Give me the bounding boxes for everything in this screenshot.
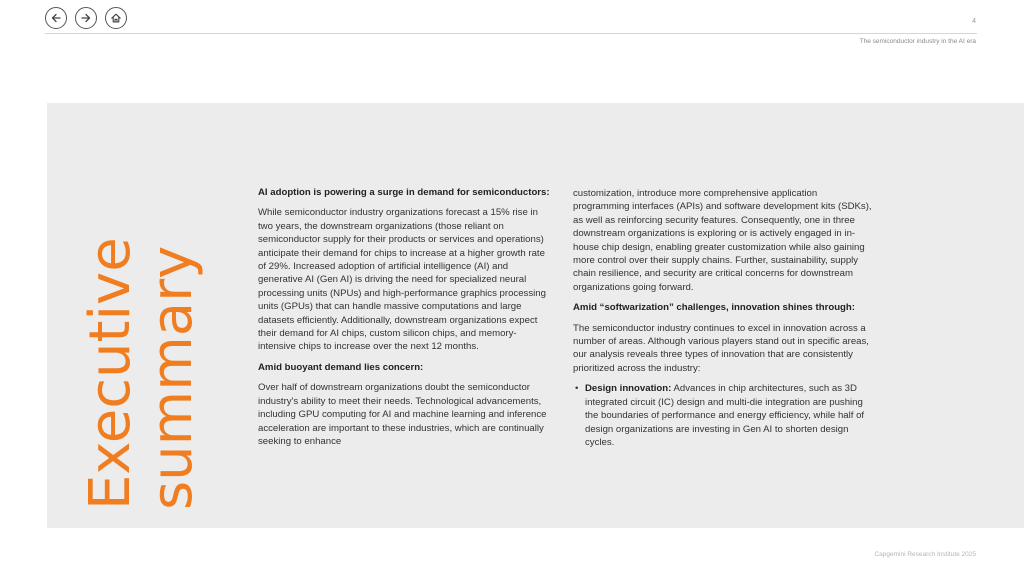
title-line-1: Executive [78,237,143,510]
page-title [80,220,204,510]
list-item [573,382,875,449]
left-column [258,186,550,455]
paragraph: customization, introduce more comprehensive application programming interfaces (APIs) and software development kits (SDKs), as well as reinforcing security features. Consequently, one in three downstream organizations is exploring or is actively engaged in in-house chip design, enabling greater customization while also gaining more control over their supply chains. Further, sustainability, supply chain resilience, and security are critical concerns for downstream organizations going forward. [573,188,872,293]
home-icon [110,12,122,24]
footer-credit: Capgemini Research Institute 2025 [874,551,976,558]
bullet-lead: Design innovation: [585,383,672,395]
innovation-list [573,382,875,449]
forward-button[interactable] [75,7,97,29]
running-title: The semiconductor industry in the AI era [859,38,976,45]
section-heading: AI adoption is powering a surge in demand for semiconductors: [258,187,550,198]
title-line-2: summary [140,245,205,510]
paragraph: While semiconductor industry organizations forecast a 15% rise in two years, the downstream organizations (those reliant on semiconductor supply for their products or services and operations) anticipate their demand for chips to increase at a higher growth rate of 29%. Increased adoption of artificial intelligence (AI) and generative AI (Gen AI) is driving the need for specialized neural processing units (NPUs) and high-performance graphics processing units (GPUs) that can handle massive computations and large datasets efficiently. Additionally, downstream organizations expect their demand for AI chips, custom silicon chips, and memory-intensive chips to increase over the next 12 months. [258,207,546,353]
arrow-left-icon [50,12,62,24]
navigation-bar [45,7,127,29]
back-button[interactable] [45,7,67,29]
bullet-text: Advances in chip architectures, such as 3D integrated circuit (IC) design and multi-die integration are pushing the boundaries of performance and energy efficiency, while half of design organizations are investing in Gen AI to shorten design cycles. [585,383,865,448]
right-column [573,187,875,449]
page-number: 4 [972,18,976,25]
section-heading: Amid buoyant demand lies concern: [258,361,424,373]
paragraph: The semiconductor industry continues to excel in innovation across a number of areas. Although various players stand out in specific areas, our analysis reveals three types of innovation that are consistently prioritized across the industry: [573,322,869,374]
home-button[interactable] [105,7,127,29]
header-divider [45,33,977,34]
paragraph: Over half of downstream organizations doubt the semiconductor industry's ability to meet their needs. Technological advancements, including GPU computing for AI and machine learning and inference acceleration are important to these industries, which are continually seeking to enhance [258,382,547,447]
section-heading: Amid “softwarization” challenges, innovation shines through: [573,302,855,314]
arrow-right-icon [80,12,92,24]
